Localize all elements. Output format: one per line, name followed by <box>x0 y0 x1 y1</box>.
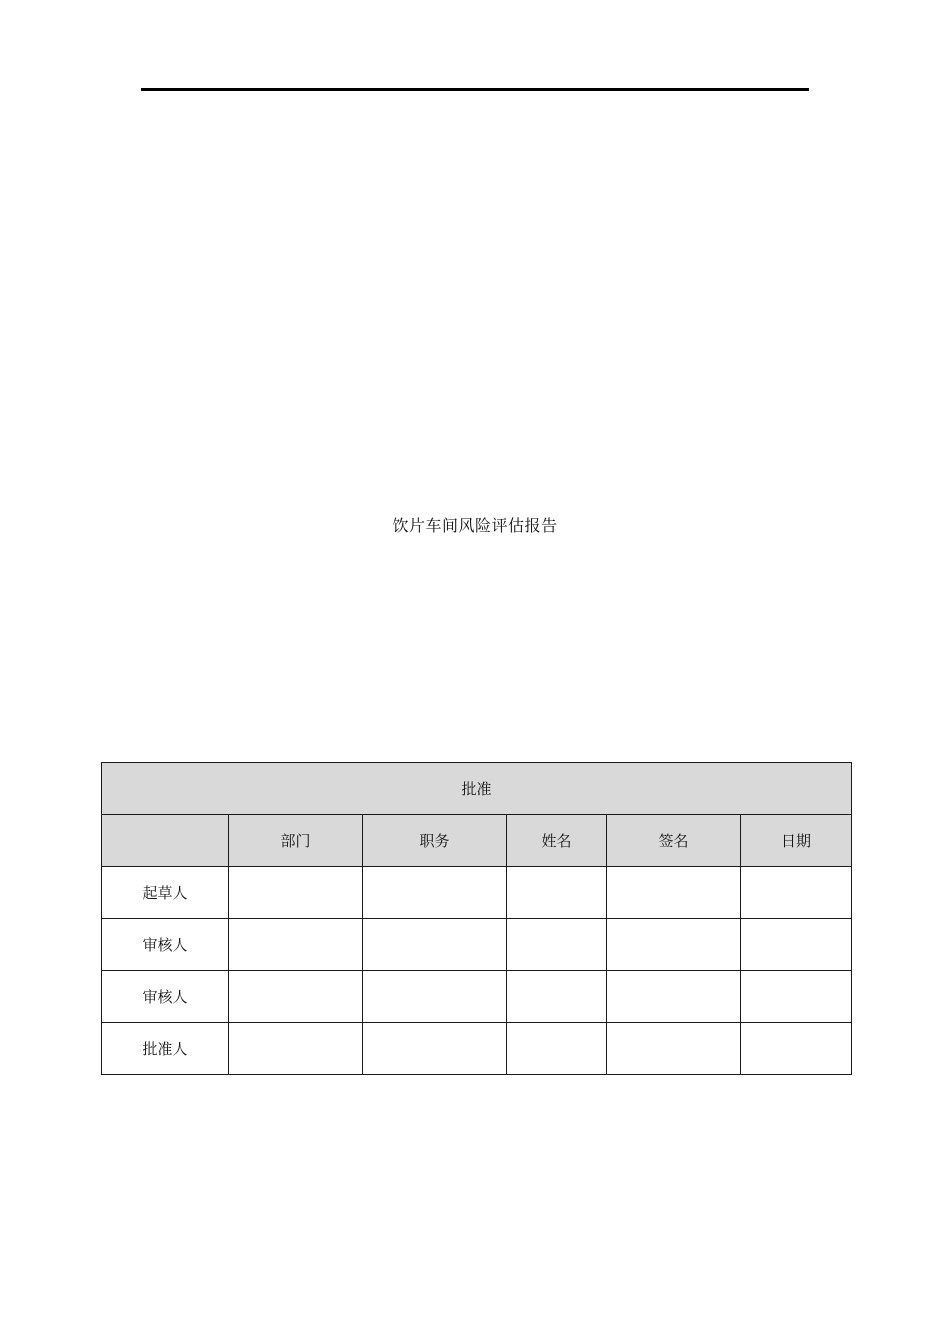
name-cell[interactable] <box>507 919 607 971</box>
column-header-blank <box>102 815 229 867</box>
position-cell[interactable] <box>363 867 507 919</box>
column-header-name: 姓名 <box>507 815 607 867</box>
row-role-label: 批准人 <box>102 1023 229 1075</box>
approval-heading: 批准 <box>102 763 852 815</box>
date-cell[interactable] <box>741 919 852 971</box>
approval-table <box>101 762 852 1075</box>
table-row-drafter <box>102 867 852 919</box>
signature-cell[interactable] <box>607 867 741 919</box>
department-cell[interactable] <box>229 1023 363 1075</box>
approval-heading-row <box>102 763 852 815</box>
date-cell[interactable] <box>741 867 852 919</box>
date-cell[interactable] <box>741 1023 852 1075</box>
date-cell[interactable] <box>741 971 852 1023</box>
column-header-date: 日期 <box>741 815 852 867</box>
column-header-department: 部门 <box>229 815 363 867</box>
header-rule <box>141 88 809 91</box>
table-row-approver <box>102 1023 852 1075</box>
name-cell[interactable] <box>507 971 607 1023</box>
row-role-label: 审核人 <box>102 971 229 1023</box>
position-cell[interactable] <box>363 971 507 1023</box>
column-header-position: 职务 <box>363 815 507 867</box>
table-row-reviewer-2 <box>102 971 852 1023</box>
signature-cell[interactable] <box>607 919 741 971</box>
column-header-signature: 签名 <box>607 815 741 867</box>
position-cell[interactable] <box>363 1023 507 1075</box>
name-cell[interactable] <box>507 867 607 919</box>
position-cell[interactable] <box>363 919 507 971</box>
row-role-label: 起草人 <box>102 867 229 919</box>
department-cell[interactable] <box>229 971 363 1023</box>
department-cell[interactable] <box>229 919 363 971</box>
table-row-reviewer-1 <box>102 919 852 971</box>
name-cell[interactable] <box>507 1023 607 1075</box>
department-cell[interactable] <box>229 867 363 919</box>
column-header-row <box>102 815 852 867</box>
row-role-label: 审核人 <box>102 919 229 971</box>
signature-cell[interactable] <box>607 1023 741 1075</box>
document-title: 饮片车间风险评估报告 <box>392 516 558 535</box>
signature-cell[interactable] <box>607 971 741 1023</box>
